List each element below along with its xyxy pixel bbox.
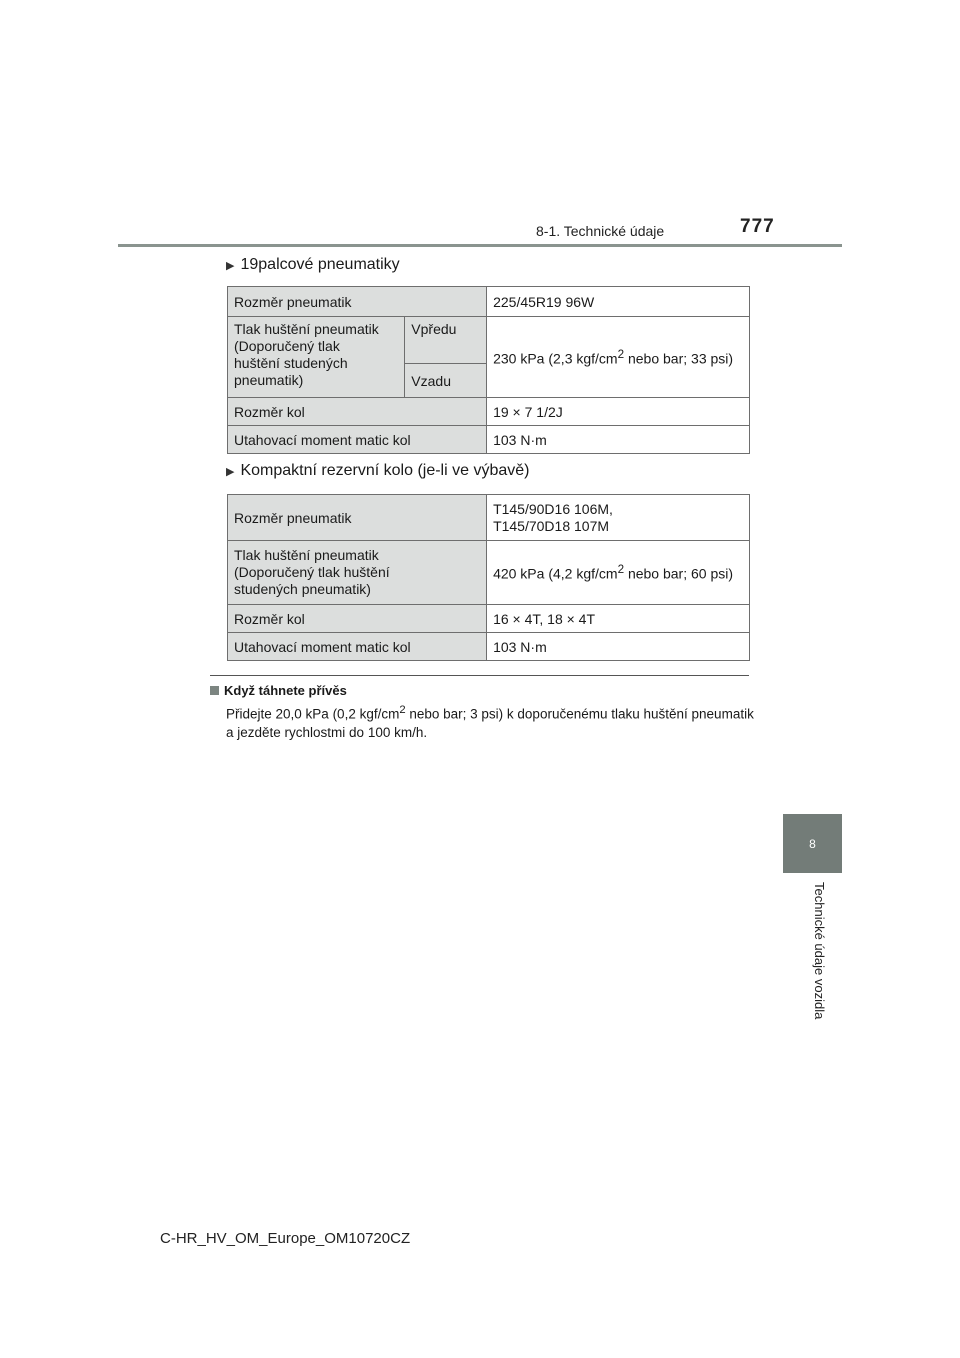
- square-bullet-icon: [210, 686, 219, 695]
- wheel-size-value: 19 × 7 1/2J: [487, 398, 750, 426]
- pressure-value-text: 420 kPa (4,2 kgf/cm: [493, 565, 618, 582]
- section-heading-19-inch: [226, 256, 400, 274]
- tire-size-value: [487, 495, 750, 541]
- note-text-start: Přidejte 20,0 kPa (0,2 kgf/cm: [226, 706, 400, 722]
- torque-value: 103 N·m: [487, 426, 750, 454]
- table-row: [228, 541, 750, 605]
- torque-value: 103 N·m: [487, 633, 750, 661]
- note-text: [226, 701, 756, 742]
- pressure-label: [228, 541, 487, 605]
- pressure-label: [228, 317, 405, 398]
- superscript: 2: [617, 347, 625, 361]
- note-text-end: nebo bar; 3 psi) k doporučenému tlaku huštění pneumatik a jezděte rychlostmi do 100 km/h.: [226, 706, 754, 740]
- chapter-title: Technické údaje vozidla: [812, 882, 827, 1020]
- table-row: [228, 605, 750, 633]
- pressure-value: [487, 541, 750, 605]
- tire-size-label: Rozměr pneumatik: [228, 287, 487, 317]
- wheel-size-label: Rozměr kol: [228, 398, 487, 426]
- tire-size-value: 225/45R19 96W: [487, 287, 750, 317]
- torque-label: Utahovací moment matic kol: [228, 633, 487, 661]
- page-number: 777: [740, 216, 775, 237]
- section-heading-spare: [226, 462, 529, 480]
- front-label: Vpředu: [405, 317, 487, 364]
- pressure-label-text: Tlak huštění pneumatik (Doporučený tlak huštění studených pneumatik): [234, 321, 379, 388]
- wheel-size-label: Rozměr kol: [228, 605, 487, 633]
- pressure-label-text: Tlak huštění pneumatik (Doporučený tlak huštění studených pneumatik): [234, 547, 390, 597]
- arrow-right-icon: ▶: [226, 259, 235, 272]
- chapter-tab: 8: [783, 814, 842, 873]
- tire-spec-table-spare: [227, 494, 750, 661]
- tire-spec-table-19-inch: [227, 286, 750, 454]
- superscript: 2: [399, 704, 406, 716]
- table-row: [228, 426, 750, 454]
- header-divider: [118, 244, 842, 247]
- pressure-value-text-end: nebo bar; 60 psi): [624, 565, 734, 582]
- pressure-value-text-end: nebo bar; 33 psi): [624, 350, 734, 367]
- table-row: [228, 287, 750, 317]
- tire-size-label: Rozměr pneumatik: [228, 495, 487, 541]
- superscript: 2: [617, 563, 625, 577]
- wheel-size-value: 16 × 4T, 18 × 4T: [487, 605, 750, 633]
- table-row: [228, 317, 750, 364]
- pressure-value-text: 230 kPa (2,3 kgf/cm: [493, 350, 618, 367]
- torque-label: Utahovací moment matic kol: [228, 426, 487, 454]
- section-title: 8-1. Technické údaje: [536, 223, 665, 239]
- note-title: [210, 683, 347, 698]
- table-row: [228, 495, 750, 541]
- note-title-text: Když táhnete přívěs: [224, 683, 347, 698]
- section-heading-text: Kompaktní rezervní kolo (je-li ve výbavě): [240, 462, 530, 479]
- arrow-right-icon: ▶: [226, 465, 235, 478]
- table-row: [228, 398, 750, 426]
- manual-id: C-HR_HV_OM_Europe_OM10720CZ: [160, 1230, 411, 1247]
- tire-size-value-text: T145/90D16 106M, T145/70D18 107M: [493, 500, 613, 534]
- rear-label: Vzadu: [405, 364, 487, 398]
- note-divider: [210, 675, 749, 676]
- section-heading-text: 19palcové pneumatiky: [240, 256, 400, 273]
- table-row: [228, 633, 750, 661]
- pressure-value: [487, 317, 750, 398]
